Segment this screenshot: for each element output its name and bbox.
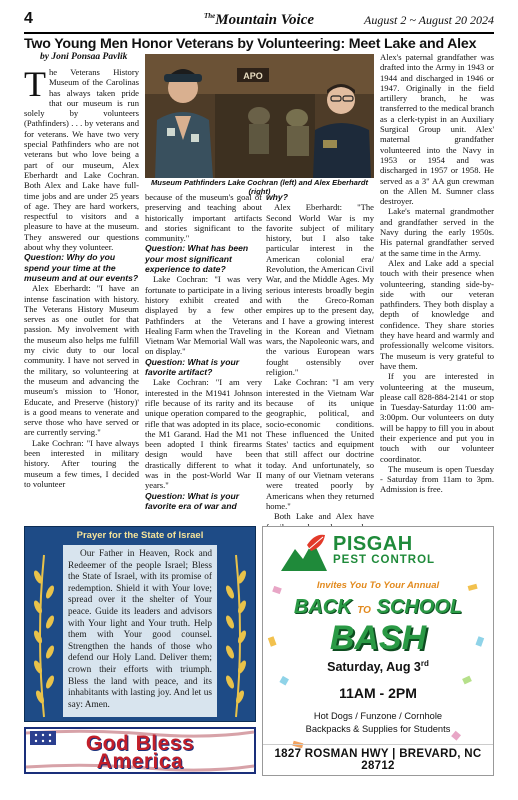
back-to-school-bash-title [263,596,493,657]
photo-sign: APO [243,71,263,81]
article-question: why? [266,192,288,202]
article-question: Question: What is your favorite artifact? [145,356,240,378]
bts-line-2: BASH [329,619,427,657]
article-paragraph: Both Lake and Alex have [274,511,374,522]
article-headline: Two Young Men Honor Veterans by Volunteering: Meet Lake and Alex [24,36,477,52]
prayer-ad [24,526,256,722]
masthead-name: Mountain Voice [215,12,315,28]
article-paragraph: Alex and Lake add a special touch with their presence when volunteering, standing side-by-side with our veteran pathfinders. They both display a depth of knowledge and confidence. They share stories they have heard and warmly and professionally welcome visitors. The museum is very grateful to have them. [380,257,494,371]
wheat-wreath-left-icon [28,547,60,719]
page-number: 4 [24,10,33,27]
article-paragraph: If you are interested in volunteering at the museum, please call 828-884-2141 or stop in Tuesday-Saturday 11:00 am-3:00pm. Our volunteers on duty will be happy to fill you in about their experience and put you in touch with our volunteer coordinator. [380,371,494,464]
article-column-2 [145,192,262,522]
page-header [24,10,494,32]
bts-line-1: BACK TO SCHOOL [293,596,463,618]
event-giveaways: Backpacks & Supplies for Students [305,724,451,734]
article-paragraph: Lake Cochran: "I am very interested in the Vietnam War because of its unique geographic, political, and socio-economic conditions. These influenced the United States' tactics and equipment that still affect our doctrine today. And unfortunately, so many of our Vietnam veterans were treated poorly by Americans when they returned home." [266,377,374,511]
drop-cap: T [24,64,46,104]
article-column-3 [266,192,374,522]
article-paragraph: The museum is open Tuesday - Saturday from 11am to 3pm. Admission is free. [380,463,494,495]
event-activities: Hot Dogs / Funzone / Cornhole [313,711,443,721]
header-rule [24,32,494,34]
event-time: 11AM - 2PM [339,685,417,701]
article-paragraph: Alex's paternal grandfather was drafted into the Army in 1943 or 1944 and discharged in 1946 or 1947. Originally in the field artillery branch, he was transferred to the medical branch as a clerk-typist in an Auxiliary Surgical Group unit. Alex' maternal grandfather volunteered into the Navy in 1953 or 1954 and was discharged in 1957 or 1958. He served as a 3" AA gun crewman on the Allen M. Sumner class destroyer. [380,52,494,207]
prayer-title: Prayer for the State of Israel [76,530,204,541]
pisgah-name: PISGAH [333,533,413,555]
article-paragraph: because of the museum's goal of preserving and teaching about historically important artifacts and stories significant to the community." [145,192,262,244]
mountain-leaf-logo-icon [279,531,329,575]
article-column-4 [380,52,494,522]
god-bless-america-banner [24,727,256,774]
article-paragraph: Alex Eberhardt: "I have an intense fascination with history. The Veterans History Museum serves as one outlet for that passion. My involvement with the museum also helps me fulfill my civic duty to our local community. I have not served in the military, so volunteering at the museum and advancing the museum's mission to 'Honor, Educate, and Preserve (history)' is a good means to venerate and serve those who have served or are currently serving." [24,283,139,438]
article-question: Question: What has been your most significant experience to date? [145,243,249,275]
pisgah-address: 1827 ROSMAN HWY | BREVARD, NC 28712 [263,744,493,772]
article-paragraph: Lake's maternal grandmother and grandfather served in the Navy during the early 1950s. His paternal grandfather served at the same time in the Army. [380,206,494,258]
prayer-text: Our Father in Heaven, Rock and Redeemer of the people Israel; Bless the State of Israel, with its promise of redemption. Shield it with Your love; spread over it the shelter of Your peace. Guide its leaders and advisors with Your light and Your truth. Help them with Your good counsel. Strengthen the hands of those who defend our Holy Land. Deliver them; crown their efforts with triumph. Bless the land with peace, and its inhabitants with lasting joy. And let us say: Amen. [63,545,217,717]
article-question: Question: What is your favorite era of war and [145,490,240,511]
pisgah-invite: Invites You To Your Annual [316,580,440,591]
issue-date: August 2 ~ August 20 2024 [364,13,494,27]
banner-line-2: America [96,750,184,773]
article-paragraph: Alex Eberhardt: "The Second World War is my favorite subject of military history, but I also take particular interest in the American colonial era/ Revolution, the American Civil War, and the Middle Ages. My serious interests broadly begin with the Greco-Roman empires up to the present day, and I have a growing interest in the Korean and Vietnam wars, the Napoleonic wars, and the various European wars fought ostensibly over religion." [266,202,374,378]
event-date: Saturday, Aug 3rd [327,659,429,675]
banner-text [26,732,254,773]
photo-caption: Museum Pathfinders Lake Cochran (left) and Alex Eberhardt (right) [150,178,369,196]
wheat-wreath-right-icon [220,547,252,719]
article-paragraph: Lake Cochran: "I have always been interested in military history. After touring the museum a few times, I decided to volunteer [24,437,139,489]
masthead-the: The [203,12,216,20]
banner-line-1: God Bless [85,732,195,755]
pisgah-subname: PEST CONTROL [333,554,436,566]
photo-illustration [145,54,374,178]
article-paragraph: The Veterans History Museum of the Carolinas has always taken pride that our museum is run solely by volunteers (Pathfinders) . . . by veterans and for veterans. We have two very special Pathfinders who are not veterans but who love being a part of our museum, Alex Eberhardt and Lake Cochran. Both Alex and Lake have full-time jobs and are under 25 years of age. They are hard workers, respectful to visitors and a pleasure to have at the museum. They answered our questions about why they volunteer. [24,64,139,253]
article-column-1 [24,64,139,522]
article-paragraph: Lake Cochran: "I am very interested in the M1941 Johnson rifle because of its rarity and its unique operation compared to the rifle that was adopted in its place, the M1 Garand. Had the M1 not been adopted I think firearms design would have been drastically different to what it was in the post-World War II years." [145,377,262,491]
article-byline: by Joni Ponsaa Pavlik [40,52,128,62]
article-photo [145,54,374,178]
article-question: Question: Why do you spend your time at the museum and at our events? [24,252,139,283]
pisgah-pest-control-ad [262,526,494,776]
article-paragraph: Lake Cochran: "I was very fortunate to participate in a living history exhibit created and displayed by a few other Pathfinders at the Veterans Healing Farm when the Traveling Vietnam War Memorial Wall was on display." [145,274,262,357]
